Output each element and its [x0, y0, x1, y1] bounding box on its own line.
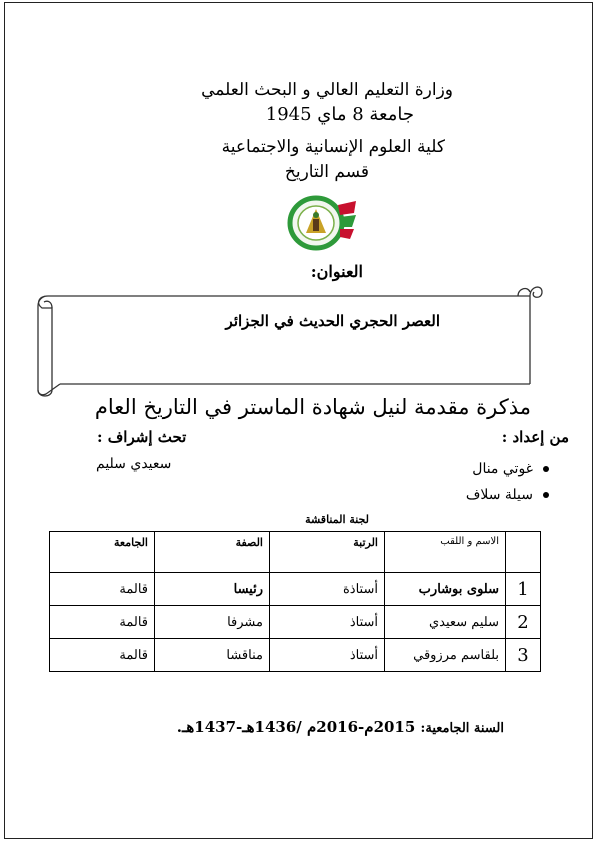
member-role: مناقشا	[155, 639, 270, 672]
title-scroll-banner	[30, 282, 550, 400]
committee-caption: لجنة المناقشة	[305, 513, 369, 526]
list-item	[466, 456, 549, 482]
faculty-line: كلية العلوم الإنسانية والاجتماعية	[221, 137, 445, 157]
academic-year-label: السنة الجامعية:	[420, 721, 504, 736]
member-rank: أستاذ	[270, 639, 385, 672]
row-number: 3	[506, 639, 541, 672]
bullet-icon	[543, 492, 549, 498]
row-number: 2	[506, 606, 541, 639]
member-name: بلقاسم مرزوقي	[385, 639, 506, 672]
member-name: سلوى بوشارب	[385, 573, 506, 606]
header-role: الصفة	[155, 532, 270, 573]
table-row	[50, 573, 541, 606]
member-rank: أستاذ	[270, 606, 385, 639]
thesis-title: العصر الحجري الحديث في الجزائر	[225, 312, 440, 330]
ministry-line: وزارة التعليم العالي و البحث العلمي	[201, 80, 453, 100]
scroll-shape	[30, 282, 550, 400]
supervisor-label: تحث إشراف :	[97, 428, 187, 446]
bullet-icon	[543, 466, 549, 472]
student-name: سيلة سلاف	[465, 487, 533, 503]
member-university: قالمة	[50, 606, 155, 639]
title-label: العنوان:	[310, 262, 363, 281]
member-name: سليم سعيدي	[385, 606, 506, 639]
table-row	[50, 639, 541, 672]
supervisor-name: سعيدي سليم	[96, 456, 172, 472]
students-list	[466, 456, 549, 508]
header-rank: الرتبة	[270, 532, 385, 573]
header-name: الاسم و اللقب	[385, 532, 506, 573]
thesis-description: مذكرة مقدمة لنيل شهادة الماستر في التاريخ العام	[94, 395, 531, 419]
academic-year-value: 2015م-2016م /1436هـ-1437هـ.	[176, 718, 416, 736]
member-role: رئيسا	[155, 573, 270, 606]
department-line: قسم التاريخ	[284, 162, 369, 182]
table-header-row	[50, 532, 541, 573]
page-border	[4, 2, 593, 839]
university-line: جامعة 8 ماي 1945	[265, 104, 414, 125]
list-item	[466, 482, 549, 508]
committee-table	[49, 531, 541, 672]
table-row	[50, 606, 541, 639]
member-rank: أستاذة	[270, 573, 385, 606]
member-university: قالمة	[50, 639, 155, 672]
academic-year	[177, 718, 504, 736]
header-num-cell	[506, 532, 541, 573]
header-university: الجامعة	[50, 532, 155, 573]
member-role: مشرفا	[155, 606, 270, 639]
member-university: قالمة	[50, 573, 155, 606]
row-number: 1	[506, 573, 541, 606]
prepared-by-label: من إعداد :	[501, 428, 569, 446]
student-name: غوتي منال	[472, 461, 533, 477]
university-seal-logo	[284, 193, 360, 253]
